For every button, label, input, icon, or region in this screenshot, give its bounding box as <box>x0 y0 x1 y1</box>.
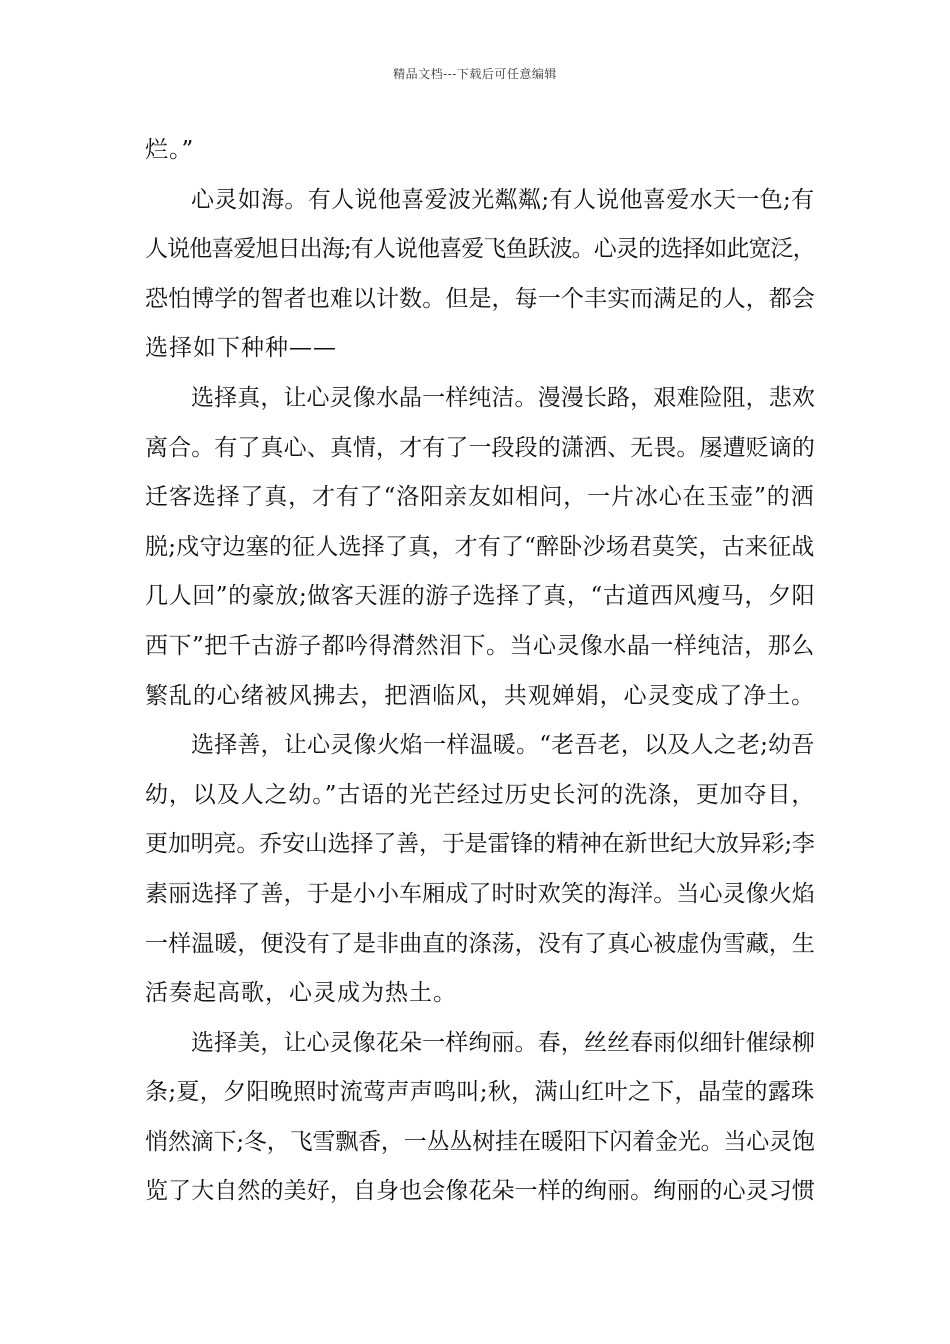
text-line: 悄然滴下;冬，飞雪飘香，一丛丛树挂在暖阳下闪着金光。当心灵饱 <box>145 1128 815 1155</box>
text-line: 烂。” <box>145 137 195 163</box>
text-line: 繁乱的心绪被风拂去，把酒临风，共观婵娟，心灵变成了净土。 <box>145 682 815 709</box>
text-line: 活奏起高歌，心灵成为热土。 <box>145 980 457 1007</box>
text-line: 人说他喜爱旭日出海;有人说他喜爱飞鱼跃波。心灵的选择如此宽泛， <box>145 236 815 263</box>
text-line: 西下”把千古游子都吟得潸然泪下。当心灵像水晶一样纯洁，那么 <box>145 632 815 659</box>
text-line: 选择美，让心灵像花朵一样绚丽。春，丝丝春雨似细针催绿柳 <box>191 1029 815 1056</box>
text-line: 素丽选择了善，于是小小车厢成了时时欢笑的海洋。当心灵像火焰 <box>145 880 815 907</box>
text-line: 幼，以及人之幼。”古语的光芒经过历史长河的洗涤，更加夺目， <box>145 781 816 808</box>
text-line: 几人回”的豪放;做客天涯的游子选择了真，“古道西风瘦马，夕阳 <box>145 583 816 610</box>
text-line: 心灵如海。有人说他喜爱波光粼粼;有人说他喜爱水天一色;有 <box>191 186 815 213</box>
text-line: 迁客选择了真，才有了“洛阳亲友如相问，一片冰心在玉壶”的洒 <box>145 484 815 511</box>
text-line: 离合。有了真心、真情，才有了一段段的潇洒、无畏。屡遭贬谪的 <box>145 434 815 461</box>
text-line: 脱;戍守边塞的征人选择了真，才有了“醉卧沙场君莫笑，古来征战 <box>145 533 815 560</box>
text-line: 选择真，让心灵像水晶一样纯洁。漫漫长路，艰难险阻，悲欢 <box>191 384 815 411</box>
page-header: 精品文档---下载后可任意编辑 <box>393 67 557 81</box>
document-body <box>145 126 815 1217</box>
text-line: 一样温暖，便没有了是非曲直的涤荡，没有了真心被虚伪雪藏，生 <box>145 930 815 957</box>
text-line: 更加明亮。乔安山选择了善，于是雷锋的精神在新世纪大放异彩;李 <box>145 831 815 858</box>
text-line: 选择善，让心灵像火焰一样温暖。“老吾老，以及人之老;幼吾 <box>191 732 815 759</box>
text-line: 选择如下种种—— <box>145 335 337 362</box>
text-line: 条;夏，夕阳晚照时流莺声声鸣叫;秋，满山红叶之下，晶莹的露珠 <box>145 1079 815 1106</box>
text-line: 恐怕博学的智者也难以计数。但是，每一个丰实而满足的人，都会 <box>145 285 815 312</box>
text-line: 览了大自然的美好，自身也会像花朵一样的绚丽。绚丽的心灵习惯 <box>145 1178 815 1205</box>
